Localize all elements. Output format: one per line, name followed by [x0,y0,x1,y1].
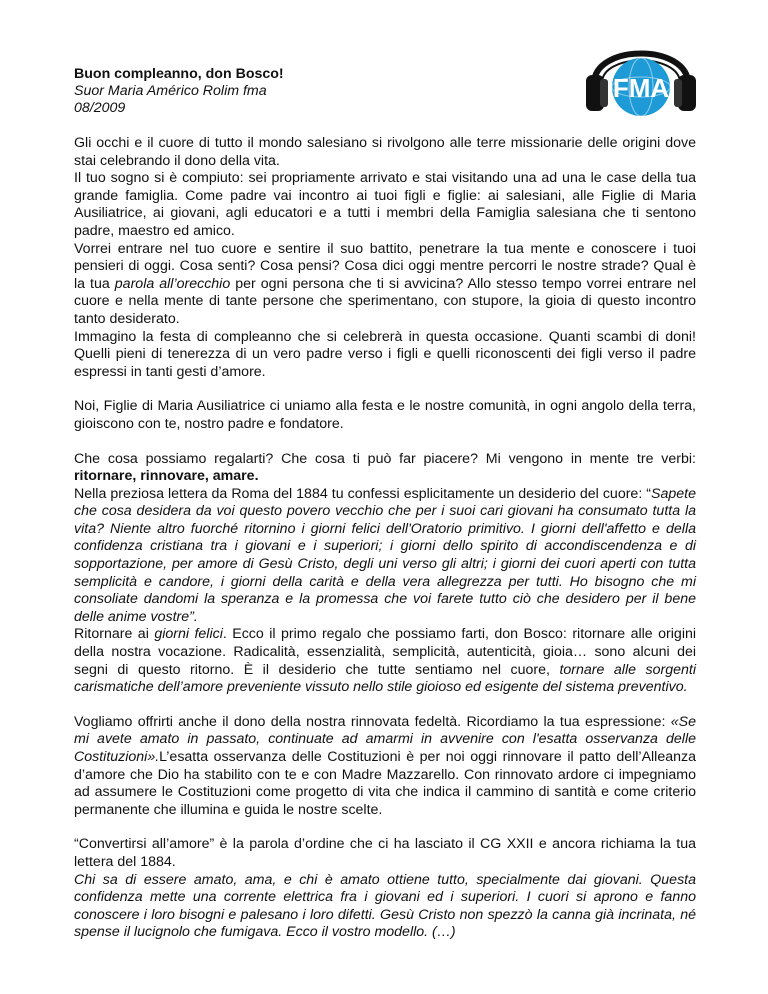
document-date: 08/2009 [74,100,126,116]
paragraph-5: Noi, Figlie di Maria Ausiliatrice ci uniamo alla festa e le nostre comunità, in ogni angolo della terra, gioiscono con te, nostro padre e fondatore. [74,398,696,432]
logo-text: FMA [612,73,670,103]
paragraph-8: Ritornare ai giorni felici. Ecco il primo regalo che possiamo farti, don Bosco: ritornare alle origini della nostra vocazione. Radicalità, essenzialità, semplicità, autenticità, gioia… sono alcuni dei segni di questo ritorno. È il desiderio che tutte sentiamo nel cuore, tornare alle sorgenti carismatiche dell’amore preveniente vissuto nello stile gioioso ed esigente del sistema preventivo. [74,626,697,696]
paragraph-9: Vogliamo offrirti anche il dono della nostra rinnovata fedeltà. Ricordiamo la tua espressione: «Se mi avete amato in passato, continuate ad amarmi in avvenire con l'esatta osservanza delle Costituzioni».L’esatta osservanza delle Costituzioni è per noi oggi rinnovare il patto dell’Alleanza d’amore che Dio ha stabilito con te e con Madre Mazzarello. Con rinnovato ardore ci impegniamo ad assumere le Costituzioni come progetto di vita che indica il cammino di santità e come criterio permanente che illumina e guida le nostre scelte. [74,713,696,818]
paragraph-11-quote: Chi sa di essere amato, ama, e chi è amato ottiene tutto, specialmente dai giovani. Questa confidenza mette una corrente elettrica fra i giovani ed i superiori. I cuori si aprono e fanno conoscere i loro bisogni e palesano i loro difetti. Gesù Cristo non spezzò la canna già incrinata, né spense il lucignolo che fumigava. Ecco il vostro modello. (…) [74,871,696,941]
paragraph-3: Vorrei entrare nel tuo cuore e sentire il suo battito, penetrare la tua mente e conoscere i tuoi pensieri di oggi. Cosa senti? Cosa pensi? Cosa dici oggi mentre percorri le nostre strade? Qual è la tua parola all’orecchio per ogni persona che ti si avvicina? Allo stesso tempo vorrei entrare nel cuore e nella mente di tante persone che sperimentano, con stupore, la gioia di questo incontro tanto desiderato. [74,240,696,327]
paragraph-1: Gli occhi e il cuore di tutto il mondo salesiano si rivolgono alle terre missionarie delle origini dove stai celebrando il dono della vita. [74,135,696,169]
paragraph-10: “Convertirsi all’amore” è la parola d’ordine che ci ha lasciato il CG XXII e ancora richiama la tua lettera del 1884. [74,836,696,870]
paragraph-6: Che cosa possiamo regalarti? Che cosa ti può far piacere? Mi vengono in mente tre verbi: ritornare, rinnovare, amare. [74,450,696,485]
document-header [74,66,284,117]
paragraph-2: Il tuo sogno si è compiuto: sei propriamente arrivato e stai visitando una ad una le case della tua grande famiglia. Come padre vai incontro ai tuoi figli e figlie: ai salesiani, alle Figlie di Maria Ausiliatrice, ai giovani, agli educatori e a tutti i membri della Famiglia salesiana che ti sentono padre, maestro ed amico. [74,170,696,239]
document-author: Suor Maria Américo Rolim fma [74,83,267,99]
paragraph-7-quote: Nella preziosa lettera da Roma del 1884 tu confessi esplicitamente un desiderio del cuore: “Sapete che cosa desidera da voi questo povero vecchio che per i suoi cari giovani ha consumato tutta la vita? Niente altro fuorché ritornino i giorni felici dell'Oratorio primitivo. I giorni dell'affetto e della confidenza cristiana tra i giovani e i superiori; i giorni dello spirito di accondiscendenza e di sopportazione, per amore di Gesù Cristo, degli uni verso gli altri; i giorni dei cuori aperti con tutta semplicità e candore, i giorni della carità e della vera allegrezza per tutti. Ho bisogno che mi consoliate dandomi la speranza e la promessa che voi farete tutto ciò che desidero per il bene delle anime vostre”. [74,485,696,625]
document-body [74,135,696,942]
fma-headphones-logo [582,27,700,117]
document-title: Buon compleanno, don Bosco! [74,66,284,82]
paragraph-4: Immagino la festa di compleanno che si celebrerà in questa occasione. Quanti scambi di doni! Quelli pieni di tenerezza di un vero padre verso i figli e quelli riconoscenti dei figli verso il padre espressi in tanti gesti d’amore. [74,328,696,380]
